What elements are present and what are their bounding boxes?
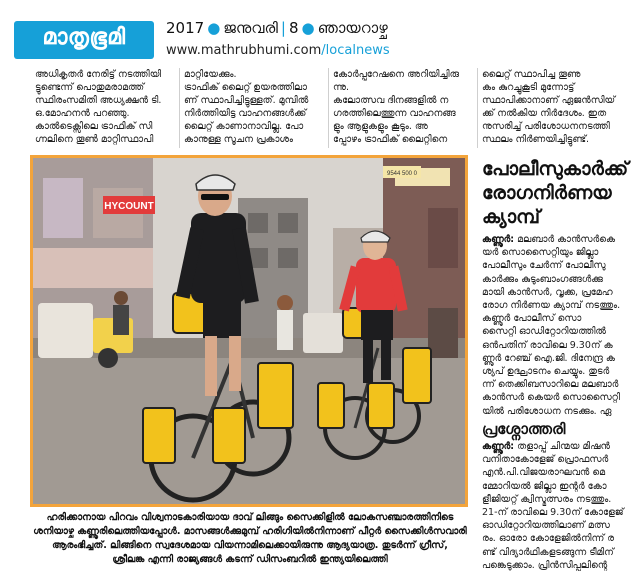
text-line: ഗരത്തിലെത്തുന്ന വാഹനങ്ങ: [333, 108, 456, 119]
cyclists-illustration: [33, 158, 465, 504]
text-line: മാറ്റിയേക്കും.: [184, 69, 237, 80]
text-line: ക്ക് നൽകിയ നിർദേശം. ഇത: [482, 108, 607, 119]
text-line: കം കുറച്ചുകൂടി മുന്നോട്ട്: [482, 82, 575, 93]
body-line: ഒൻപതിന് രാവിലെ 9.30ന് ക: [482, 339, 613, 351]
body-line: എൻ.പി.വിജയരാഘവൻ മെ: [482, 467, 606, 479]
masthead: [0, 0, 640, 68]
body-line: ശ്യപ് ഉദ്ഘാടനം ചെയ്യും. തുടർ: [482, 366, 610, 378]
body-line: ളീജിയറ്റ് ക്വിസ്മത്സരം നടത്തും.: [482, 493, 612, 505]
text-line: ന്നു.: [333, 82, 349, 93]
news-photo: [30, 155, 468, 507]
dateline: കണ്ണൂർ:: [482, 234, 515, 245]
column-divider: [179, 68, 180, 148]
body-line: [482, 233, 634, 246]
body-line: കാൻസർ കെയർ സൊസൈറ്റി: [482, 392, 621, 404]
text-line: പ്പോഴം ട്രാഫിക് ലൈറ്റിനെ: [333, 134, 448, 145]
body-line: രം. ഓരോ കോളേജിൽനിന്ന് ര: [482, 533, 615, 545]
shop-number-text: 9544 500 0: [386, 171, 418, 177]
headline-line: ക്യാമ്പ്: [482, 206, 540, 228]
top-article-strip: [0, 68, 640, 150]
column-divider: [477, 68, 478, 148]
body-line: മായി കാൻസർ, വൃക്ക, പ്രമേഹ: [482, 286, 613, 298]
headline-line: പോലീസുകാർക്ക്: [482, 158, 629, 180]
top-column-4: [482, 68, 632, 150]
text-line: കാനുള്ള സൂചന പ്രകാശം: [184, 134, 293, 145]
body-line: വനിതാകോളേജ് പ്രൊഫസർ: [482, 454, 609, 466]
body-line: ന്ന് തെക്കിബസാറിലെ മലബാർ: [482, 379, 619, 391]
text-line: ളും ആളുകളും കൂടും. അ: [333, 121, 428, 132]
body-line-text: മലബാർ കാൻസർകെ: [514, 234, 616, 245]
date-day: 8: [288, 19, 299, 37]
article-body-quiz: [482, 440, 634, 571]
column-divider: [328, 68, 329, 148]
text-line: സ്ഥിരംസമിതി അധ്യക്ഷൻ ടി.: [35, 95, 162, 106]
body-line: 21-ന് രാവിലെ 9.30ന് കോളേജ്: [482, 507, 624, 519]
text-line: ട്രാഫിക് ലൈറ്റ് ഉയരത്തിലാ: [184, 82, 307, 93]
body-line: യിൽ പരിശോധന നടക്കും. ഏ: [482, 405, 612, 417]
body-line: മ്മോറിയൽ ജില്ലാ ഇന്റർ കോ: [482, 480, 607, 492]
top-column-2: [184, 68, 324, 150]
text-line: ഒ.മോഹനൻ പറഞ്ഞു.: [35, 108, 130, 119]
separator-dot: ●: [207, 19, 221, 37]
logo-text: മാതൃഭൂമി: [42, 25, 126, 50]
body-line: [482, 440, 634, 453]
url-path: /localnews: [321, 43, 390, 58]
text-line: നിർത്തിയിട്ട വാഹനങ്ങൾക്ക്: [184, 108, 307, 119]
text-line: അധികൃതർ നേരിട്ട് നടത്തിയി: [35, 69, 162, 80]
article-headline-quiz: പ്രശ്നോത്തരി: [482, 420, 566, 438]
text-line: സ്ഥലം നിർണയിച്ചിട്ടുണ്ട്.: [482, 134, 590, 145]
article-headline-police-camp: [482, 157, 637, 229]
article-body-police-camp: [482, 233, 634, 418]
body-line-text: തളാപ്പ് ചിന്മയ മിഷൻ: [514, 441, 610, 452]
body-line: കണ്ണൂർ പോലീസ് സൊ: [482, 313, 582, 325]
caption-line: ശ്രീലങ്ക എന്നി രാജ്യങ്ങൾ കടന്ന് ഡിസംബറിൽ ഇന്ത്യയിലെത്തി: [112, 554, 388, 565]
body-line: യർ സൊസൈറ്റിയും ജില്ലാ: [482, 247, 599, 259]
date-weekday: ഞായറാഴ്ച: [317, 19, 388, 37]
text-line: ലൈറ്റ് സ്ഥാപിച്ച തൂണു: [482, 69, 581, 80]
text-line: നുസരിച്ച് പരിശോധനനടത്തി: [482, 121, 610, 132]
body-line: പങ്കെടുക്കാം. പ്രിൻസിപ്പലിന്റെ: [482, 559, 608, 571]
separator-dot-2: ●: [301, 19, 315, 37]
body-line: ണ്ണൂർ റേഞ്ച് ഐ.ജി. ദിനേന്ദ്ര ക: [482, 352, 615, 364]
photo-caption: [30, 511, 470, 567]
top-column-3: [333, 68, 473, 150]
body-line: പോലീസും ചേർന്ന് പോലീസു: [482, 260, 606, 272]
caption-line: ഹരിക്കാനായ പിറവം വിശ്വനാടകാരിയായ ദാവ് ലിങ്ങും സൈക്കിളിൽ ലോകസഞ്ചാരത്തിനിടെ: [46, 512, 454, 523]
date-month: ജനുവരി: [223, 19, 278, 37]
body-line: കാർക്കും കുടുംബാംഗങ്ങൾക്കു: [482, 273, 603, 285]
headline-line: രോഗനിർണയ: [482, 182, 612, 204]
text-line: ട്ടുണ്ടെന്ന് പൊതുമരാമത്ത്: [35, 82, 145, 93]
edition-date: [166, 19, 388, 37]
newspaper-logo: [14, 21, 154, 59]
url-domain: www.mathrubhumi.com: [166, 43, 322, 58]
text-line: സ്ഥാപിക്കാനാണ് ഏജൻസിയ്: [482, 95, 616, 106]
body-line: സൈറ്റി ഓഡിറ്റോറിയത്തിൽ: [482, 326, 607, 338]
separator-bar: |: [280, 19, 286, 37]
text-line: കലോത്സവ ദിനങ്ങളിൽ ന: [333, 95, 449, 106]
body-line: രോഗ നിർണയ ക്യാമ്പ് നടത്തും.: [482, 300, 621, 312]
caption-line: ആരംഭിച്ചത്. ലിങ്ങിനെ സ്വദേശമായ വിയന്നാമിലെക്കായിരുന്നു ആദ്യയാത്ര. തുടർന്ന് ഗ്രീസ്,: [52, 540, 448, 551]
website-url[interactable]: [166, 43, 390, 58]
body-line: ഓഡിറ്റോറിയത്തിലാണ് മത്സ: [482, 520, 610, 532]
text-line: കോർപ്പറേഷനെ അറിയിച്ചിരു: [333, 69, 459, 80]
top-column-1: [35, 68, 175, 150]
text-line: ഗ്നലിനെ തൂൺ മാറ്റിസ്ഥാപി: [35, 134, 154, 145]
hycount-sign-text: HYCOUNT: [104, 201, 154, 212]
text-line: കാൽടെക്സിലെ ട്രാഫിക് സി: [35, 121, 153, 132]
dateline: കണ്ണൂർ:: [482, 441, 515, 452]
text-line: ലൈറ്റ് കാണാനാവില്ല. പോ: [184, 121, 304, 132]
caption-line: ശനിയാഴ്ച കണ്ണൂരിലെത്തിയപ്പോൾ. മാസങ്ങൾക്കുമുമ്പ് ഹരിഗിയിൽനിന്നാണ് പീറ്റർ സൈക്കിൾസവാരി: [33, 526, 467, 537]
date-year: 2017: [166, 19, 205, 37]
body-line: ണ്ട് വിദ്യാർഥികളടങ്ങുന്ന ടീമിന്: [482, 546, 614, 558]
text-line: ണ് സ്ഥാപിച്ചിട്ടുള്ളത്. മുമ്പിൽ: [184, 95, 309, 106]
